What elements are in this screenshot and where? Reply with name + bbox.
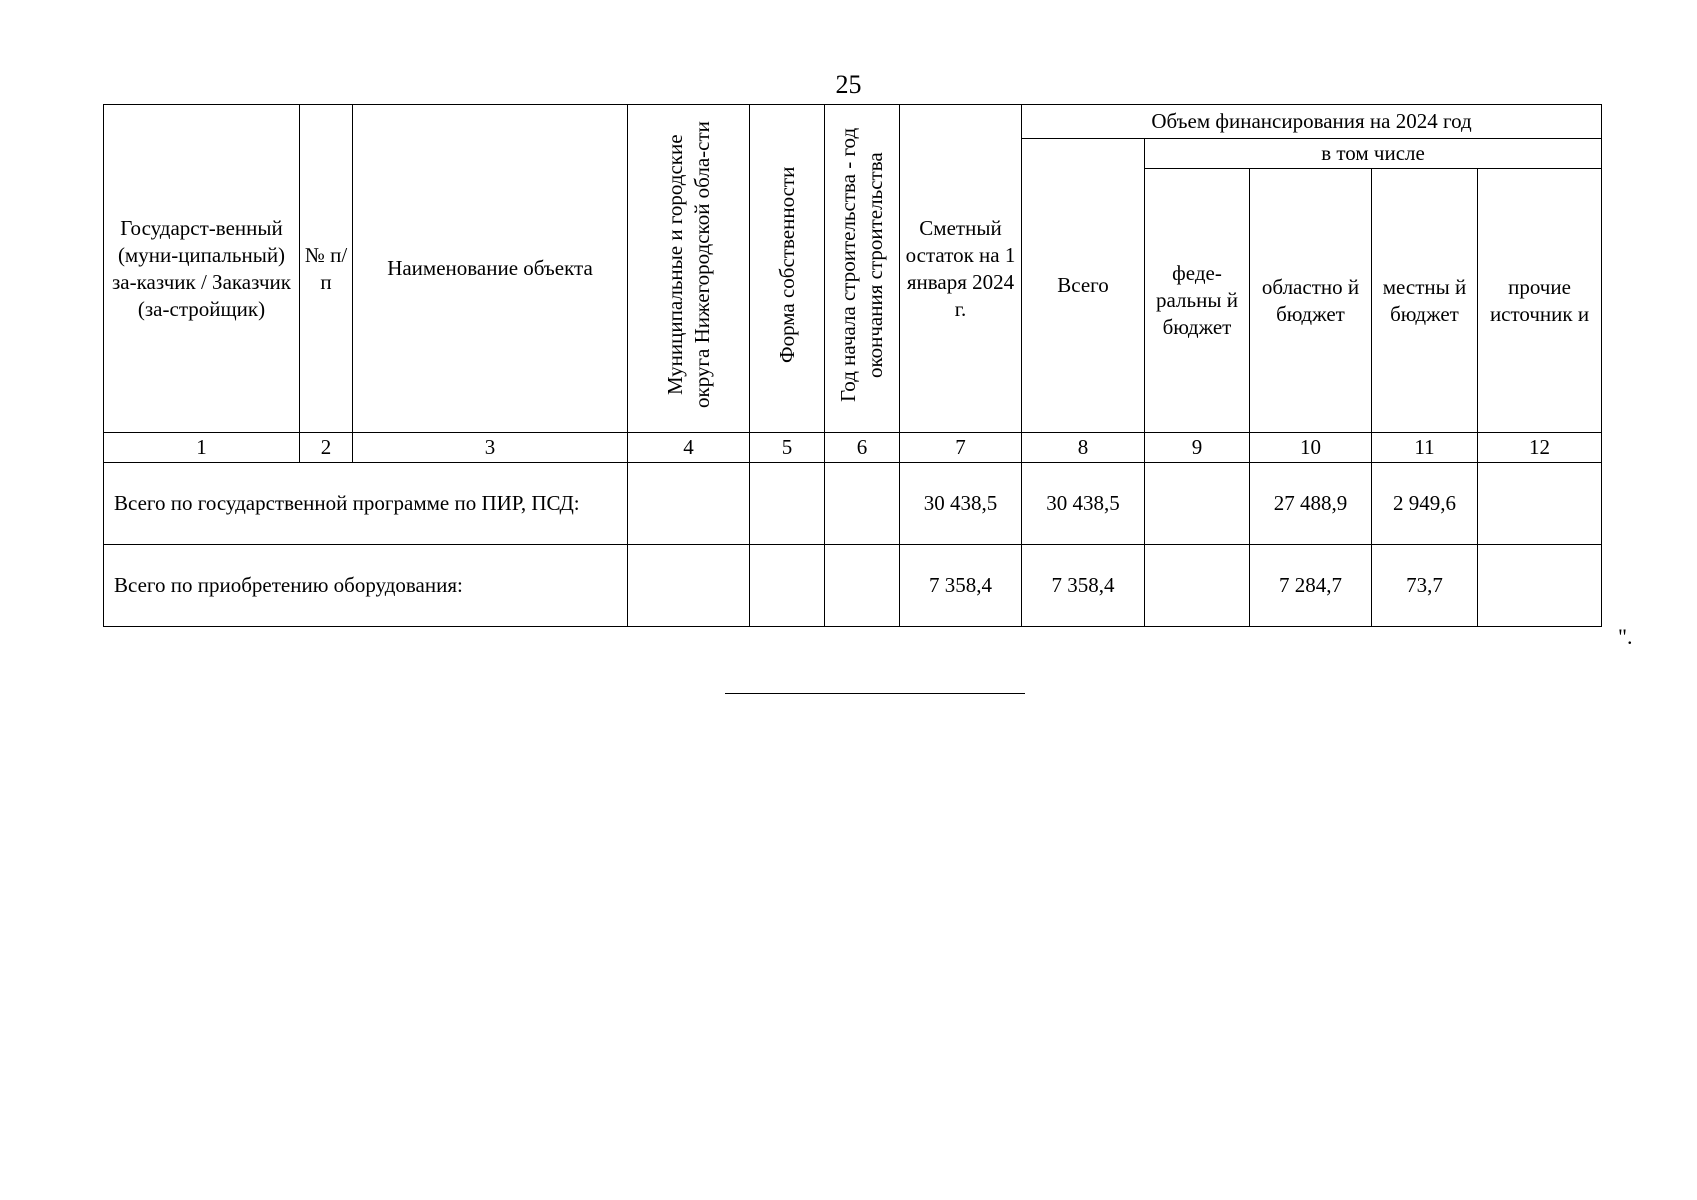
cell-total: 7 358,4 xyxy=(1022,545,1145,627)
cell-local: 73,7 xyxy=(1372,545,1478,627)
header-local-budget: местны й бюджет xyxy=(1372,169,1478,433)
column-number: 8 xyxy=(1022,433,1145,463)
header-construction-years-text: Год начала строительства - год окончания строительства xyxy=(836,127,887,403)
cell-other xyxy=(1478,463,1602,545)
cell-municipal xyxy=(628,545,750,627)
row-label: Всего по приобретению оборудования: xyxy=(104,545,628,627)
cell-total: 30 438,5 xyxy=(1022,463,1145,545)
cell-estimate: 30 438,5 xyxy=(900,463,1022,545)
cell-regional: 7 284,7 xyxy=(1250,545,1372,627)
cell-ownership xyxy=(750,463,825,545)
financing-table xyxy=(103,104,1602,627)
table-row xyxy=(104,463,1602,545)
cell-ownership xyxy=(750,545,825,627)
column-number: 1 xyxy=(104,433,300,463)
cell-estimate: 7 358,4 xyxy=(900,545,1022,627)
column-number: 2 xyxy=(300,433,353,463)
end-rule-divider xyxy=(725,693,1025,694)
header-federal-budget: феде-ральны й бюджет xyxy=(1145,169,1250,433)
cell-federal xyxy=(1145,463,1250,545)
header-municipal-district xyxy=(628,105,750,433)
column-number: 7 xyxy=(900,433,1022,463)
header-funding-title: Объем финансирования на 2024 год xyxy=(1022,105,1602,139)
column-number: 3 xyxy=(353,433,628,463)
cell-regional: 27 488,9 xyxy=(1250,463,1372,545)
header-ownership-form-text: Форма собственности xyxy=(774,166,799,364)
column-number: 6 xyxy=(825,433,900,463)
cell-federal xyxy=(1145,545,1250,627)
cell-years xyxy=(825,463,900,545)
column-number: 10 xyxy=(1250,433,1372,463)
column-number: 9 xyxy=(1145,433,1250,463)
cell-local: 2 949,6 xyxy=(1372,463,1478,545)
column-number: 11 xyxy=(1372,433,1478,463)
header-customer: Государст-венный (муни-ципальный) за-казчик / Заказчик (за-стройщик) xyxy=(104,105,300,433)
header-object-name: Наименование объекта xyxy=(353,105,628,433)
column-number-row xyxy=(104,433,1602,463)
header-row-number: № п/п xyxy=(300,105,353,433)
header-construction-years xyxy=(825,105,900,433)
cell-years xyxy=(825,545,900,627)
table-row xyxy=(104,545,1602,627)
column-number: 4 xyxy=(628,433,750,463)
header-total: Всего xyxy=(1022,139,1145,433)
header-other-sources: прочие источник и xyxy=(1478,169,1602,433)
row-label: Всего по государственной программе по ПИР, ПСД: xyxy=(104,463,628,545)
header-regional-budget: областно й бюджет xyxy=(1250,169,1372,433)
page-number: 25 xyxy=(835,70,862,99)
cell-municipal xyxy=(628,463,750,545)
header-ownership-form xyxy=(750,105,825,433)
closing-quote: ". xyxy=(1618,624,1633,649)
header-including: в том числе xyxy=(1145,139,1602,169)
header-estimate-balance: Сметный остаток на 1 января 2024 г. xyxy=(900,105,1022,433)
column-number: 12 xyxy=(1478,433,1602,463)
header-municipal-district-text: Муниципальные и городские округа Нижегородской обла-сти xyxy=(662,121,714,409)
cell-other xyxy=(1478,545,1602,627)
column-number: 5 xyxy=(750,433,825,463)
